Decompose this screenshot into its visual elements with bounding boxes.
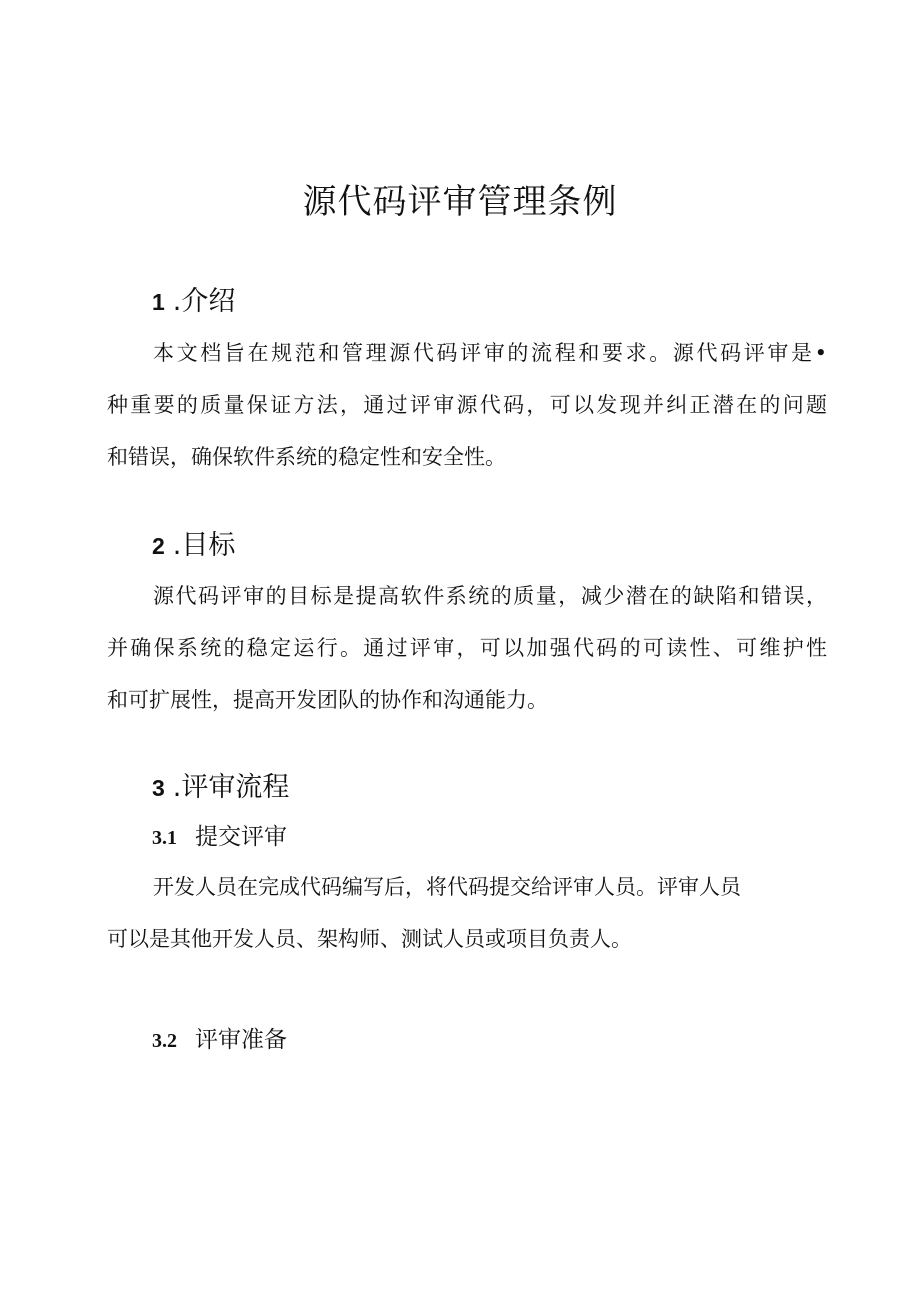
section-number: 3: [152, 775, 165, 801]
paragraph-line: 种重要的质量保证方法，通过评审源代码，可以发现并纠正潜在的问题: [107, 393, 827, 417]
section-2-heading: [152, 527, 235, 565]
section-1-heading: [152, 283, 235, 321]
section-1-paragraph: [107, 327, 827, 483]
paragraph-line: 本文档旨在规范和管理源代码评审的流程和要求。源代码评审是•: [153, 341, 827, 365]
paragraph-line: 开发人员在完成代码编写后，将代码提交给评审人员。评审人员: [153, 875, 741, 899]
section-title: .目标: [172, 530, 236, 561]
paragraph-line: 和错误，确保软件系统的稳定性和安全性。: [107, 445, 506, 469]
section-title: .介绍: [172, 286, 236, 317]
section-number: 1: [152, 289, 165, 315]
paragraph-line: 可以是其他开发人员、架构师、测试人员或项目负责人。: [107, 927, 632, 951]
section-2-paragraph: [107, 570, 827, 726]
section-number: 2: [152, 533, 165, 559]
document-title: 源代码评审管理条例: [302, 182, 618, 222]
subsection-title: 评审准备: [195, 1027, 287, 1053]
section-3-heading: [152, 769, 289, 807]
subsection-3-1-paragraph: [107, 861, 827, 965]
section-title: .评审流程: [172, 772, 290, 803]
paragraph-line: 和可扩展性，提高开发团队的协作和沟通能力。: [107, 688, 548, 712]
subsection-title: 提交评审: [195, 824, 287, 850]
subsection-number: 3.2: [152, 1030, 177, 1052]
subsection-3-1-heading: [152, 820, 287, 855]
subsection-number: 3.1: [152, 827, 177, 849]
subsection-3-2-heading: [152, 1023, 287, 1058]
paragraph-line: 源代码评审的目标是提高软件系统的质量，减少潜在的缺陷和错误，: [153, 584, 827, 608]
paragraph-line: 并确保系统的稳定运行。通过评审，可以加强代码的可读性、可维护性: [107, 636, 827, 660]
